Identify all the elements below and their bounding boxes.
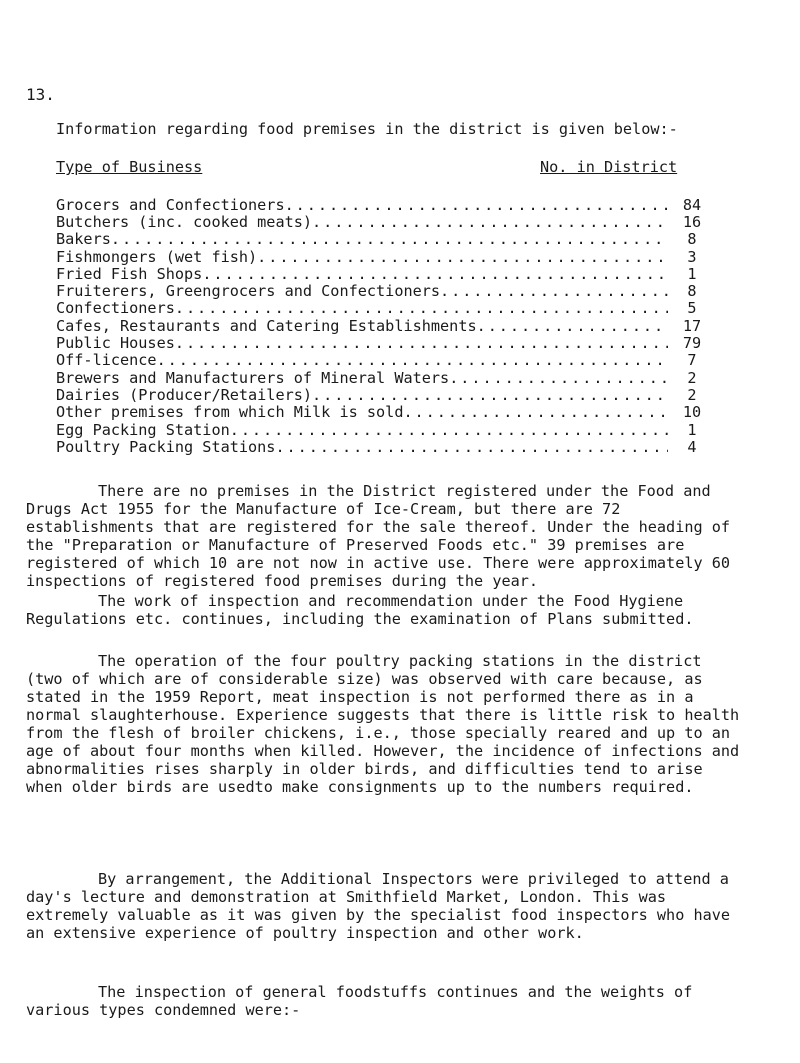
business-count: 1 (687, 420, 697, 439)
table-row (56, 282, 716, 299)
paragraph-text: The work of inspection and recommendation under the Food Hygiene Regulations etc. continues, including the examination of Plans submitted. (26, 592, 694, 628)
dot-leader (440, 282, 668, 300)
business-type: Fruiterers, Greengrocers and Confectioners (56, 282, 441, 301)
table-row (56, 196, 716, 213)
paragraph-text: There are no premises in the District registered under the Food and Drugs Act 1955 for the Manufacture of Ice-Cream, but there are 72 establishments that are registered for the sale thereof. Under the heading of the "Preparation or Manufacture of Preserved Foods etc." 39 premises are registered of which 10 are not now in active use. There were approximately 60 inspections of registered food premises during the year. (26, 482, 731, 590)
business-type: Dairies (Producer/Retailers) (56, 385, 313, 404)
paragraph-text: By arrangement, the Additional Inspectors were privileged to attend a day's lecture and demonstration at Smithfield Market, London. This was extremely valuable as it was given by the specialist food inspectors who have an extensive experience of poultry inspection and other work. (26, 870, 731, 942)
dot-leader (312, 213, 668, 231)
business-count: 4 (687, 437, 697, 456)
business-type: Egg Packing Station (56, 420, 230, 439)
dot-leader (449, 369, 668, 387)
dot-leader (285, 196, 668, 214)
table-row (56, 317, 716, 334)
business-count: 17 (682, 316, 702, 335)
dot-leader (175, 299, 668, 317)
business-type: Bakers (56, 230, 111, 249)
table-row (56, 248, 716, 265)
table-row (56, 438, 716, 455)
dot-leader (477, 317, 668, 335)
table-row (56, 386, 716, 403)
paragraph-food-hygiene (26, 592, 742, 628)
table-row (56, 231, 716, 248)
business-type: Poultry Packing Stations (56, 437, 276, 456)
table-row (56, 213, 716, 230)
table-row (56, 265, 716, 282)
business-count: 84 (682, 195, 702, 214)
header-type-of-business: Type of Business (56, 158, 203, 176)
business-count: 10 (682, 403, 702, 422)
paragraph-registered-premises (26, 482, 742, 590)
business-type: Fishmongers (wet fish) (56, 247, 258, 266)
dot-leader (257, 248, 668, 266)
business-count: 1 (687, 264, 697, 283)
header-no-in-district: No. in District (540, 158, 678, 176)
business-count: 79 (682, 334, 702, 353)
intro-line: Information regarding food premises in the district is given below:- (56, 120, 678, 138)
business-count: 3 (687, 247, 697, 266)
paragraph-text: The operation of the four poultry packing stations in the district (two of which are of considerable size) was observed with care because, as stated in the 1959 Report, meat inspection is not performed there as in a normal slaughterhouse. Experience suggests that there is little risk to health from the flesh of broiler chickens, i.e., those specially reared and up to an age of about four months when killed. However, the incidence of infections and abnormalities rises sharply in older birds, and difficulties tend to arise when older birds are usedto make consignments up to the numbers required. (26, 652, 740, 796)
business-type: Confectioners (56, 299, 175, 318)
business-type: Public Houses (56, 334, 175, 353)
dot-leader (230, 421, 668, 439)
paragraph-poultry-packing (26, 652, 742, 796)
dot-leader (275, 438, 668, 456)
business-count: 2 (687, 385, 697, 404)
table-row (56, 334, 716, 351)
dot-leader (312, 386, 668, 404)
table-row (56, 404, 716, 421)
table-row (56, 300, 716, 317)
business-type: Off-licence (56, 351, 157, 370)
table-row (56, 369, 716, 386)
table-row (56, 352, 716, 369)
dot-leader (111, 230, 668, 248)
business-count: 7 (687, 351, 697, 370)
business-count: 2 (687, 368, 697, 387)
paragraph-smithfield-lecture (26, 870, 742, 942)
page-number: 13. (26, 85, 55, 104)
business-count: 8 (687, 282, 697, 301)
business-type: Brewers and Manufacturers of Mineral Waters (56, 368, 450, 387)
business-type: Other premises from which Milk is sold (56, 403, 404, 422)
business-count: 8 (687, 230, 697, 249)
business-type: Grocers and Confectioners (56, 195, 285, 214)
dot-leader (403, 403, 668, 421)
premises-table (56, 196, 716, 455)
dot-leader (202, 265, 668, 283)
business-count: 16 (682, 212, 702, 231)
paragraph-text: The inspection of general foodstuffs continues and the weights of various types condemned were:- (26, 983, 693, 1019)
dot-leader (157, 351, 668, 369)
business-type: Butchers (inc. cooked meats) (56, 212, 313, 231)
business-type: Cafes, Restaurants and Catering Establishments (56, 316, 477, 335)
dot-leader (175, 334, 668, 352)
table-row (56, 421, 716, 438)
business-type: Fried Fish Shops (56, 264, 203, 283)
paragraph-foodstuffs-condemned (26, 983, 742, 1019)
business-count: 5 (687, 299, 697, 318)
